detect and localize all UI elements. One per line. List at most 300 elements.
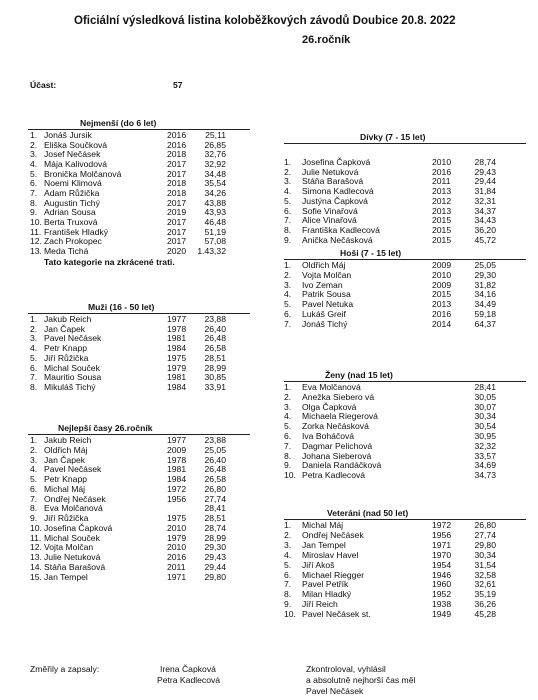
birth-year: 2017 xyxy=(167,216,187,227)
rank: 9. xyxy=(30,513,38,523)
rank: 1. xyxy=(284,260,292,270)
result-row xyxy=(0,235,538,245)
birth-year: 1952 xyxy=(432,589,452,600)
time: 31,84 xyxy=(474,186,496,197)
time: 29,80 xyxy=(204,571,226,582)
result-row xyxy=(0,363,538,373)
time: 32,76 xyxy=(204,149,226,160)
rank: 11. xyxy=(30,226,42,237)
competitor-name: Anežka Siebero vá xyxy=(302,391,375,402)
footer-measurer-2: Petra Kadlecová xyxy=(157,675,221,685)
birth-year: 1954 xyxy=(432,559,452,570)
rank: 7. xyxy=(30,372,38,383)
birth-year: 2015 xyxy=(432,224,452,235)
competitor-name: Pavel Petřík xyxy=(302,579,349,590)
result-row xyxy=(0,503,538,513)
birth-year: 1978 xyxy=(167,454,187,465)
birth-year: 2018 xyxy=(167,178,187,189)
time: 26,58 xyxy=(204,474,226,484)
rank: 15. xyxy=(30,571,42,582)
rank: 8. xyxy=(284,224,292,235)
competitor-name: Berta Truxová xyxy=(44,216,98,227)
document-title: Oficiální výsledková listina koloběžkových závodů Doubice 20.8. 2022 xyxy=(74,15,456,27)
rank: 2. xyxy=(284,391,292,402)
time: 33,57 xyxy=(474,450,496,461)
category-note: Tato kategorie na zkrácené trati. xyxy=(44,257,175,267)
time: 32,31 xyxy=(474,195,496,206)
rank: 4. xyxy=(284,186,292,197)
rank: 10. xyxy=(30,216,42,227)
birth-year: 1984 xyxy=(167,381,187,392)
birth-year: 1971 xyxy=(432,539,452,550)
competitor-name: Petr Knapp xyxy=(44,343,87,354)
rank: 9. xyxy=(284,599,292,610)
birth-year: 2010 xyxy=(432,269,452,280)
birth-year: 2013 xyxy=(432,186,452,197)
time: 30,07 xyxy=(474,401,496,412)
rank: 3. xyxy=(284,176,292,187)
competitor-name: Dagmar Pelichová xyxy=(302,440,373,451)
time: 59,18 xyxy=(474,309,496,319)
section-title: Veteráni (nad 50 let) xyxy=(327,508,409,518)
time: 25,05 xyxy=(474,260,496,270)
rank: 13. xyxy=(30,245,42,256)
competitor-name: Lukáš Greif xyxy=(302,309,346,319)
time: 34,73 xyxy=(474,470,496,481)
result-row xyxy=(0,539,538,553)
rank: 8. xyxy=(284,450,292,461)
birth-year: 1972 xyxy=(167,483,187,494)
rank: 8. xyxy=(30,197,38,208)
rank: 1. xyxy=(30,435,38,445)
competitor-name: Jan Tempel xyxy=(44,571,88,582)
competitor-name: Justýna Čapková xyxy=(302,195,368,206)
competitor-name: Josefina Čapková xyxy=(302,157,371,167)
time: 30,34 xyxy=(474,549,496,560)
time: 34,69 xyxy=(474,460,496,471)
time: 28,51 xyxy=(204,352,226,363)
time: 28,41 xyxy=(474,382,496,392)
result-row xyxy=(0,333,538,343)
rank: 3. xyxy=(284,539,292,550)
birth-year: 2009 xyxy=(167,444,187,455)
rank: 1. xyxy=(30,314,38,324)
result-row xyxy=(0,402,538,412)
time: 36,20 xyxy=(474,224,496,235)
time: 31,54 xyxy=(474,559,496,570)
result-row xyxy=(0,470,538,480)
rank: 8. xyxy=(284,589,292,600)
participation-value: 57 xyxy=(173,80,183,90)
time: 26,48 xyxy=(204,464,226,475)
birth-year: 1977 xyxy=(167,435,187,445)
birth-year: 1949 xyxy=(432,609,452,620)
rank: 3. xyxy=(30,454,38,465)
time: 33,91 xyxy=(204,381,226,392)
time: 35,19 xyxy=(474,589,496,600)
time: 26,85 xyxy=(204,139,226,150)
rank: 2. xyxy=(30,444,38,455)
time: 1.43,32 xyxy=(197,245,226,256)
rank: 6. xyxy=(284,309,292,319)
time: 30,95 xyxy=(474,431,496,441)
birth-year: 2015 xyxy=(432,289,452,300)
time: 30,34 xyxy=(474,411,496,422)
rank: 2. xyxy=(284,529,292,540)
competitor-name: Jiří Růžička xyxy=(44,352,89,363)
birth-year: 2010 xyxy=(167,522,187,533)
result-row xyxy=(0,520,538,530)
result-row xyxy=(0,609,538,619)
result-row xyxy=(0,299,538,309)
rank: 6. xyxy=(284,431,292,441)
time: 26,48 xyxy=(204,333,226,344)
competitor-name: Augustin Tichý xyxy=(44,197,100,208)
rank: 12. xyxy=(30,542,42,553)
competitor-name: Michal Máj xyxy=(302,520,344,530)
rank: 3. xyxy=(30,333,38,344)
footer-measurer-1: Irena Čapková xyxy=(160,664,216,674)
time: 43,88 xyxy=(204,197,226,208)
competitor-name: Jan Tempel xyxy=(302,539,346,550)
competitor-name: Eva Molčanová xyxy=(302,382,361,392)
participation-label: Účast: xyxy=(30,80,57,90)
rank: 9. xyxy=(30,207,38,218)
time: 32,92 xyxy=(204,158,226,169)
rank: 4. xyxy=(30,464,38,475)
birth-year: 2010 xyxy=(167,542,187,553)
rank: 10. xyxy=(30,522,42,533)
result-row xyxy=(0,260,538,270)
time: 26,40 xyxy=(204,323,226,334)
birth-year: 2020 xyxy=(167,245,187,256)
result-row xyxy=(0,599,538,609)
section-divider xyxy=(284,143,526,144)
time: 34,26 xyxy=(204,187,226,198)
birth-year: 1946 xyxy=(432,569,452,580)
result-row xyxy=(0,530,538,540)
birth-year: 1972 xyxy=(432,520,452,530)
result-row xyxy=(0,343,538,353)
competitor-name: Stáňa Barašová xyxy=(302,176,364,187)
competitor-name: Oldřich Máj xyxy=(302,260,346,270)
time: 29,44 xyxy=(474,176,496,187)
birth-year: 2009 xyxy=(432,260,452,270)
time: 26,80 xyxy=(474,520,496,530)
competitor-name: Alice Vinařová xyxy=(302,215,357,226)
competitor-name: Michal Máj xyxy=(44,483,86,494)
time: 23,88 xyxy=(204,314,226,324)
competitor-name: Michaela Riegerová xyxy=(302,411,378,422)
competitor-name: Meda Tichá xyxy=(44,245,89,256)
birth-year: 2017 xyxy=(167,197,187,208)
time: 30,85 xyxy=(204,372,226,383)
birth-year: 1975 xyxy=(167,513,187,523)
rank: 4. xyxy=(284,549,292,560)
result-row xyxy=(0,550,538,560)
time: 23,88 xyxy=(204,435,226,445)
rank: 6. xyxy=(284,205,292,216)
birth-year: 2018 xyxy=(167,149,187,160)
competitor-name: Daniela Randáčková xyxy=(302,460,382,471)
rank: 1. xyxy=(284,157,292,167)
time: 27,74 xyxy=(474,529,496,540)
rank: 7. xyxy=(30,493,38,504)
result-row xyxy=(0,176,538,189)
result-row xyxy=(0,280,538,290)
time: 30,54 xyxy=(474,421,496,432)
birth-year: 1984 xyxy=(167,474,187,484)
time: 26,58 xyxy=(204,343,226,354)
competitor-name: Pavel Nečásek xyxy=(44,464,102,475)
time: 32,61 xyxy=(474,579,496,590)
rank: 4. xyxy=(284,411,292,422)
time: 26,80 xyxy=(204,483,226,494)
rank: 13. xyxy=(30,552,42,562)
competitor-name: Ivo Zeman xyxy=(302,279,343,290)
result-row xyxy=(0,196,538,206)
section-title: Dívky (7 - 15 let) xyxy=(360,132,426,142)
competitor-name: Olga Čapková xyxy=(302,401,357,412)
rank: 5. xyxy=(284,195,292,206)
birth-year: 2017 xyxy=(167,168,187,179)
rank: 5. xyxy=(30,352,38,363)
section-title: Hoši (7 - 15 let) xyxy=(340,248,402,258)
result-row xyxy=(0,431,538,441)
rank: 9. xyxy=(284,234,292,245)
birth-year: 2016 xyxy=(432,166,452,177)
time: 29,44 xyxy=(204,561,226,572)
time: 28,51 xyxy=(204,513,226,523)
competitor-name: Zach Prokopec xyxy=(44,236,102,247)
time: 34,49 xyxy=(474,299,496,310)
competitor-name: Zorka Nečásková xyxy=(302,421,369,432)
competitor-name: Mauritio Sousa xyxy=(44,372,102,383)
competitor-name: Ondřej Nečásek xyxy=(44,493,106,504)
competitor-name: Jiří Akoš xyxy=(302,559,335,570)
section-title: Ženy (nad 15 let) xyxy=(325,370,393,380)
birth-year: 2013 xyxy=(432,205,452,216)
competitor-name: Jonáš Tichý xyxy=(302,318,348,329)
birth-year: 2013 xyxy=(432,299,452,310)
competitor-name: Ondřej Nečásek xyxy=(302,529,364,540)
rank: 7. xyxy=(284,215,292,226)
result-row xyxy=(0,319,538,329)
rank: 2. xyxy=(30,323,38,334)
time: 30,05 xyxy=(474,391,496,402)
rank: 14. xyxy=(30,561,42,572)
rank: 4. xyxy=(284,289,292,300)
birth-year: 1979 xyxy=(167,532,187,543)
result-row xyxy=(0,484,538,494)
competitor-name: Iva Boháčová xyxy=(302,431,355,441)
birth-year: 1984 xyxy=(167,343,187,354)
birth-year: 2017 xyxy=(167,226,187,237)
time: 45,28 xyxy=(474,609,496,620)
time: 34,37 xyxy=(474,205,496,216)
time: 28,99 xyxy=(204,362,226,373)
birth-year: 2015 xyxy=(432,215,452,226)
time: 51,19 xyxy=(204,226,226,237)
footer-checked-line-3: Pavel Nečásek xyxy=(306,686,364,696)
birth-year: 1975 xyxy=(167,352,187,363)
result-row xyxy=(0,494,538,504)
rank: 2. xyxy=(284,166,292,177)
birth-year: 2009 xyxy=(432,279,452,290)
rank: 6. xyxy=(284,569,292,580)
competitor-name: Michal Souček xyxy=(44,532,100,543)
time: 43,93 xyxy=(204,207,226,218)
result-row xyxy=(0,246,538,256)
time: 29,43 xyxy=(474,166,496,177)
competitor-name: Pavel Netuka xyxy=(302,299,354,310)
result-row xyxy=(0,215,538,225)
competitor-name: Petr Knapp xyxy=(44,474,87,484)
birth-year: 2018 xyxy=(167,187,187,198)
birth-year: 2011 xyxy=(167,561,186,572)
birth-year: 2014 xyxy=(432,318,452,329)
competitor-name: Vojta Molčan xyxy=(302,269,352,280)
rank: 5. xyxy=(284,559,292,570)
competitor-name: Julie Netuková xyxy=(302,166,359,177)
footer-measured-label: Změřily a zapsaly: xyxy=(30,664,100,674)
birth-year: 2017 xyxy=(167,158,187,169)
result-row xyxy=(0,411,538,421)
rank: 3. xyxy=(284,279,292,290)
time: 34,48 xyxy=(204,168,226,179)
rank: 7. xyxy=(284,318,292,329)
result-row xyxy=(0,589,538,599)
rank: 8. xyxy=(30,503,38,514)
result-row xyxy=(0,206,538,216)
result-row xyxy=(0,157,538,167)
competitor-name: Simona Kadlecová xyxy=(302,186,374,197)
competitor-name: Mája Kalivodová xyxy=(44,158,108,169)
section-title: Nejmenší (do 6 let) xyxy=(80,118,157,128)
competitor-name: Jan Čapek xyxy=(44,323,86,334)
birth-year: 2010 xyxy=(432,157,452,167)
competitor-name: Jakub Reich xyxy=(44,314,92,324)
time: 28,74 xyxy=(204,522,226,533)
footer-checked-line-1: Zkontroloval, vyhlásil xyxy=(306,664,386,674)
competitor-name: Stáňa Barašová xyxy=(44,561,106,572)
rank: 5. xyxy=(30,168,38,179)
rank: 5. xyxy=(284,299,292,310)
result-row xyxy=(0,186,538,196)
time: 34,43 xyxy=(474,215,496,226)
time: 29,30 xyxy=(474,269,496,280)
birth-year: 2016 xyxy=(432,309,452,319)
rank: 2. xyxy=(284,269,292,280)
competitor-name: Pavel Nečásek st. xyxy=(302,609,371,620)
rank: 1. xyxy=(284,520,292,530)
time: 26,40 xyxy=(204,454,226,465)
birth-year: 2015 xyxy=(432,234,452,245)
competitor-name: Eliška Součková xyxy=(44,139,108,150)
competitor-name: Jakub Reich xyxy=(44,435,92,445)
competitor-name: František Hladký xyxy=(44,226,108,237)
result-row xyxy=(0,460,538,470)
rank: 10. xyxy=(284,609,296,620)
time: 35,54 xyxy=(204,178,226,189)
competitor-name: Julie Netuková xyxy=(44,552,101,562)
time: 32,32 xyxy=(474,440,496,451)
time: 25,05 xyxy=(204,444,226,455)
result-row xyxy=(0,392,538,402)
competitor-name: Pavel Nečásek xyxy=(44,333,102,344)
section-title: Muži (16 - 50 let) xyxy=(88,302,155,312)
competitor-name: Františka Kadlecová xyxy=(302,224,380,235)
rank: 3. xyxy=(30,149,38,160)
document-subtitle: 26.ročník xyxy=(302,34,351,46)
result-row xyxy=(0,560,538,570)
competitor-name: Jiří Reich xyxy=(302,599,338,610)
competitor-name: Adrian Sousa xyxy=(44,207,96,218)
rank: 6. xyxy=(30,483,38,494)
competitor-name: Petra Kadlecová xyxy=(302,470,366,481)
birth-year: 2016 xyxy=(167,139,187,150)
rank: 8. xyxy=(30,381,38,392)
rank: 3. xyxy=(284,401,292,412)
birth-year: 1938 xyxy=(432,599,452,610)
birth-year: 1981 xyxy=(167,372,187,383)
rank: 11. xyxy=(30,532,42,543)
birth-year: 1981 xyxy=(167,464,187,475)
result-row xyxy=(0,140,538,150)
rank: 1. xyxy=(284,382,292,392)
competitor-name: Anička Nečásková xyxy=(302,234,373,245)
competitor-name: Michael Riegger xyxy=(302,569,365,580)
result-row xyxy=(0,130,538,140)
birth-year: 2017 xyxy=(167,236,187,247)
result-row xyxy=(0,353,538,363)
time: 25,11 xyxy=(205,130,226,140)
birth-year: 1979 xyxy=(167,362,187,373)
result-row xyxy=(0,451,538,461)
birth-year: 1978 xyxy=(167,323,187,334)
result-row xyxy=(0,309,538,319)
time: 32,58 xyxy=(474,569,496,580)
birth-year: 1981 xyxy=(167,333,187,344)
competitor-name: Mikuláš Tichý xyxy=(44,381,96,392)
rank: 6. xyxy=(30,178,38,189)
competitor-name: Adam Růžička xyxy=(44,187,100,198)
birth-year: 1960 xyxy=(432,579,452,590)
rank: 4. xyxy=(30,343,38,354)
result-row xyxy=(0,167,538,177)
rank: 9. xyxy=(284,460,292,471)
competitor-name: Johana Sieberová xyxy=(302,450,372,461)
rank: 7. xyxy=(284,579,292,590)
competitor-name: Jan Čapek xyxy=(44,454,86,465)
result-row xyxy=(0,225,538,235)
competitor-name: Josefina Čapková xyxy=(44,522,113,533)
competitor-name: Michal Souček xyxy=(44,362,100,373)
result-row xyxy=(0,441,538,451)
birth-year: 1970 xyxy=(432,549,452,560)
time: 29,43 xyxy=(204,552,226,562)
time: 29,80 xyxy=(474,539,496,550)
rank: 5. xyxy=(284,421,292,432)
time: 34,16 xyxy=(474,289,496,300)
rank: 4. xyxy=(30,158,38,169)
rank: 5. xyxy=(30,474,38,484)
competitor-name: Noemi Klimová xyxy=(44,178,102,189)
result-row xyxy=(0,421,538,431)
rank: 7. xyxy=(30,187,38,198)
competitor-name: Patrik Sousa xyxy=(302,289,351,300)
time: 31,82 xyxy=(474,279,496,290)
